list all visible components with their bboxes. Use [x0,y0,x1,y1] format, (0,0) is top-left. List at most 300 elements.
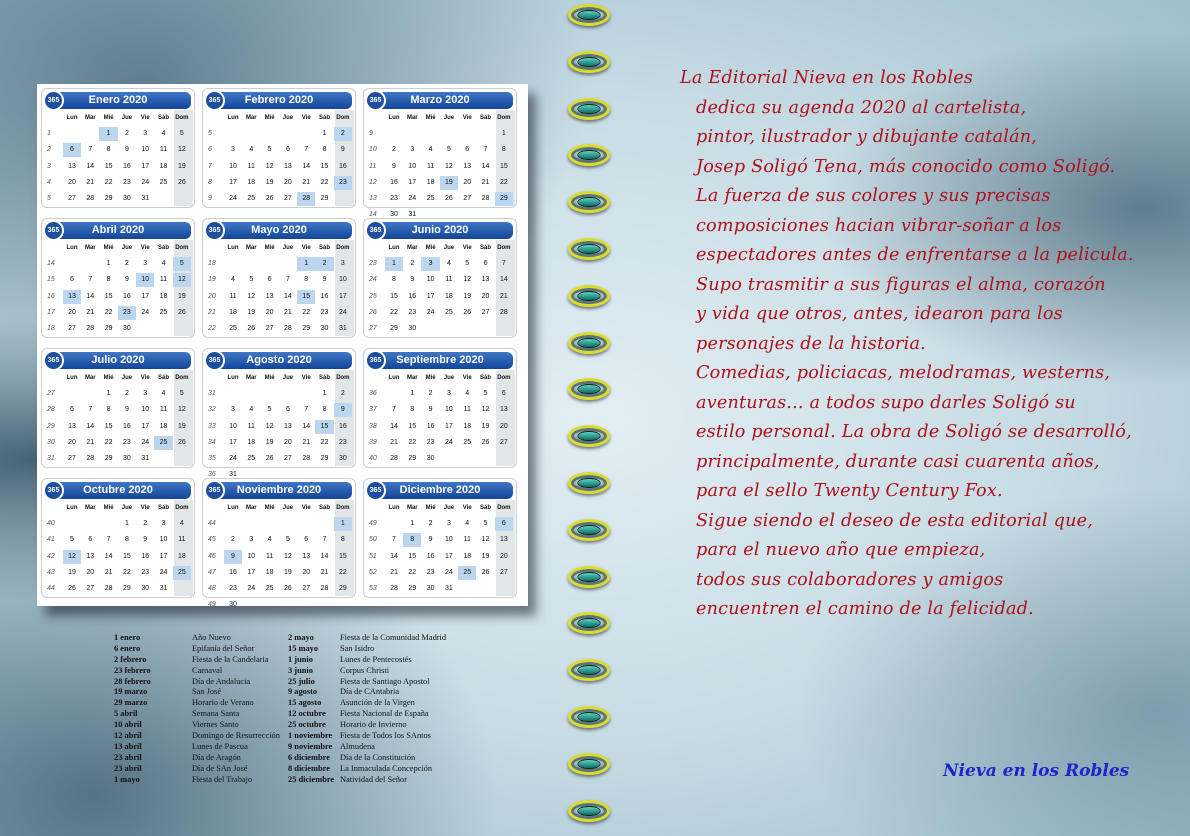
holiday-name: Día de Andalucia [192,676,251,686]
day-cell: 11 [178,536,186,544]
day-cell: 26 [481,568,490,576]
dedication-line: composiciones hacian vibrar-soñar a los [696,215,1062,236]
weekday-label: Mar [84,115,96,121]
day-cell: 13 [284,162,292,170]
day-cell: 5 [249,276,254,284]
day-cell [63,257,81,271]
dedication-line: estilo personal. La obra de Soligó se desarrolló, [696,422,1132,442]
weekday-label: Mar [84,505,96,511]
holiday-date: 9 agosto [288,687,318,697]
holiday-name: San Isidro [340,643,375,653]
day-cell: 14 [86,292,95,300]
day-cell: 16 [390,178,398,186]
day-cell: 29 [123,584,131,592]
day-cell: 23 [338,438,347,446]
day-cell: 20 [265,308,274,316]
day-cell [242,127,260,141]
month-grid [45,370,191,466]
week-header-blank [367,111,385,125]
day-cell: 18 [229,308,237,316]
day-cell [99,517,117,531]
week-number: 34 [208,438,216,446]
week-row [367,305,513,321]
day-cell [476,322,494,336]
week-header-blank [45,111,63,125]
day-cell: 14 [390,552,398,560]
day-cell: 29 [104,324,113,332]
day-cell: 22 [408,438,417,446]
day-cell: 25 [159,178,168,186]
holiday-date: 2 mayo [288,633,314,642]
holiday-date: 25 julio [288,676,315,686]
week-row [206,256,352,272]
week-header-blank [45,241,63,255]
week-row [206,386,352,402]
month-grid [45,240,191,336]
weekday-label: Mar [406,375,418,381]
weekday-label: Lun [388,505,400,511]
weekday-label: Sáb [319,375,331,381]
weekday-label: Jue [443,505,455,511]
weekday-label: Vie [140,115,150,121]
day-cell: 12 [177,406,186,414]
day-cell: 4 [161,260,166,268]
day-cell: 27 [265,324,274,332]
week-row [45,451,191,467]
week-header-blank [45,501,63,515]
day-cell: 28 [297,192,315,206]
weekday-label: Lun [66,505,78,511]
day-cell: 12 [265,162,274,170]
holiday-date: 15 mayo [288,643,319,653]
week-number: 42 [47,552,55,560]
day-cell: 1 [410,390,415,398]
week-row [206,549,352,565]
day-cell: 1 [99,127,117,141]
dedication-line: La Editorial Nieva en los Robles [680,68,974,88]
holiday-name: Corpus Christi [340,665,390,675]
week-number: 9 [369,130,373,138]
week-row [367,191,513,207]
week-row [45,435,191,451]
holiday-date: 1 enero [114,633,141,642]
weekday-header [206,500,352,516]
day-cell: 15 [338,552,347,560]
day-cell: 23 [229,584,237,592]
day-cell: 20 [68,178,76,186]
day-cell: 4 [267,536,272,544]
day-cell: 18 [247,438,256,446]
day-cell: 2 [124,390,129,398]
holiday-row [114,666,280,677]
day-cell: 9 [124,276,129,284]
holiday-name: Epifanía del Señor [192,643,255,653]
day-cell: 27 [284,454,292,462]
day-cell: 29 [390,324,398,332]
holiday-row [288,709,446,720]
holiday-name: Fiesta de Todos los SAntos [340,731,431,741]
week-number: 8 [208,178,212,186]
dedication-line: y vida que otros, antes, idearon para los [696,304,1063,324]
week-number: 44 [47,584,55,592]
day-cell: 23 [334,176,352,190]
weekday-label: Mar [84,375,96,381]
day-cell: 19 [463,292,472,300]
weekday-label: Lun [388,245,400,251]
week-number: 9 [208,194,212,202]
week-row [45,516,191,532]
day-cell: 24 [445,568,453,576]
week-row [367,126,513,142]
weekday-label: Vie [462,375,472,381]
day-cell: 20 [481,292,490,300]
day-cell: 15 [297,290,315,304]
month-card [202,88,356,208]
week-number: 35 [208,454,216,462]
weekday-label: Mar [245,115,257,121]
month-grid [206,370,352,479]
week-row [367,321,513,337]
holiday-name: Almudena [340,741,375,751]
weekday-label: Jue [443,245,455,251]
day-cell: 25 [265,584,274,592]
day-cell [260,387,278,401]
weekday-label: Mié [425,115,436,121]
day-cell: 22 [499,178,508,186]
weekday-label: Mar [245,375,257,381]
day-cell: 18 [463,552,472,560]
month-card [363,218,517,338]
day-cell: 15 [123,552,131,560]
weekday-label: Sáb [319,115,331,121]
day-cell: 25 [458,566,476,580]
week-number: 28 [47,406,55,414]
day-cell: 31 [141,454,150,462]
holiday-date: 19 marzo [114,687,148,697]
week-number: 53 [369,584,377,592]
day-cell: 19 [481,552,490,560]
day-cell: 18 [265,568,274,576]
week-row [367,289,513,305]
week-number: 1 [47,130,51,138]
day-cell: 31 [445,584,453,592]
week-number: 7 [208,162,212,170]
holiday-date: 12 octubre [288,709,326,719]
week-number: 40 [369,454,377,462]
day-cell: 16 [123,422,131,430]
week-number: 18 [47,324,55,332]
day-cell: 20 [68,308,76,316]
day-cell: 27 [499,568,508,576]
week-number: 48 [208,584,216,592]
day-cell [224,387,242,401]
week-row [45,289,191,305]
day-cell: 22 [320,438,329,446]
day-cell: 26 [265,454,274,462]
day-cell: 30 [338,454,347,462]
week-row [367,565,513,581]
weekday-header [367,370,513,386]
holiday-name: Semana Santa [192,709,240,719]
day-cell: 21 [499,292,508,300]
week-header-blank [206,501,224,515]
day-cell: 27 [284,194,292,202]
day-cell: 14 [86,162,95,170]
weekday-label: Jue [121,115,133,121]
spiral-ring-icon [568,238,610,260]
month-card [41,348,195,468]
dedication-line: La fuerza de sus colores y sus precisas [696,186,1051,206]
badge-365: 365 [204,480,225,501]
weekday-header [367,240,513,256]
weekday-label: Dom [175,245,189,251]
day-cell [173,452,191,466]
week-number: 33 [208,422,216,430]
weekday-label: Jue [121,375,133,381]
dedication-line: personajes de la historia. [696,333,926,354]
day-cell: 6 [285,406,290,414]
week-number: 47 [208,568,216,576]
week-number: 11 [369,162,377,170]
day-cell: 16 [338,162,347,170]
week-header-blank [367,371,385,385]
dedication-line: pintor, ilustrador y dibujante catalán, [696,127,1038,147]
day-cell: 1 [501,130,506,138]
day-cell: 6 [70,276,74,284]
month-title: Junio 2020 365 [367,222,513,239]
day-cell: 20 [68,438,76,446]
day-cell: 25 [445,308,453,316]
week-number: 24 [369,276,377,284]
day-cell: 14 [284,292,292,300]
holiday-name: Fiesta del Trabajo [192,774,253,784]
weekday-label: Mié [103,115,114,121]
day-cell: 10 [141,406,150,414]
day-cell: 20 [499,422,508,430]
day-cell: 27 [481,308,490,316]
day-cell: 9 [428,536,433,544]
day-cell: 25 [463,438,472,446]
day-cell [242,517,260,531]
day-cell: 16 [426,552,435,560]
day-cell: 23 [141,568,150,576]
day-cell [440,127,458,141]
weekday-label: Lun [388,375,400,381]
day-cell: 10 [247,552,256,560]
weekday-header [206,240,352,256]
day-cell: 4 [179,520,184,528]
day-cell: 1 [106,390,111,398]
day-cell: 10 [141,146,150,154]
day-cell [260,517,278,531]
day-cell: 18 [426,178,435,186]
dedication-line: espectadores antes de enfrentarse a la pelicula. [696,245,1134,265]
day-cell: 28 [481,194,490,202]
holiday-row [288,677,446,688]
day-cell: 12 [177,146,186,154]
holiday-list-right [288,633,446,785]
day-cell: 23 [426,568,435,576]
day-cell: 3 [249,536,254,544]
spiral-ring-icon [568,519,610,541]
day-cell [385,387,403,401]
day-cell: 13 [68,162,76,170]
holiday-date: 25 octubre [288,720,326,730]
holiday-row [114,709,280,720]
holiday-name: Lunes de Pascua [192,741,248,751]
weekday-label: Sáb [158,115,170,121]
day-cell: 29 [338,584,347,592]
spiral-ring-icon [568,332,610,354]
day-cell: 28 [302,454,311,462]
day-cell: 31 [159,584,168,592]
day-cell: 5 [285,536,290,544]
spiral-ring-icon [568,144,610,166]
week-number: 37 [369,406,377,414]
day-cell: 14 [320,552,329,560]
day-cell: 21 [390,438,398,446]
day-cell: 31 [408,211,417,219]
day-cell [297,517,315,531]
day-cell: 9 [224,550,242,564]
weekday-label: Mié [103,245,114,251]
day-cell: 19 [177,422,186,430]
day-cell: 8 [410,406,415,414]
week-number: 50 [369,536,377,544]
day-cell: 1 [297,257,315,271]
day-cell: 22 [320,178,329,186]
day-cell: 2 [428,520,433,528]
day-cell: 5 [483,390,488,398]
weekday-label: Vie [301,115,311,121]
weekday-label: Sáb [480,375,492,381]
day-cell [334,192,352,206]
spiral-ring-icon [568,566,610,588]
day-cell: 21 [320,568,329,576]
day-cell: 7 [392,536,396,544]
week-number: 49 [208,601,216,609]
holiday-row [114,731,280,742]
day-cell: 19 [265,178,274,186]
week-row [206,451,352,467]
day-cell: 4 [249,146,254,154]
week-number: 44 [208,520,216,528]
weekday-label: Mié [264,505,275,511]
day-cell: 21 [302,438,311,446]
day-cell: 11 [445,276,453,284]
day-cell: 11 [426,162,435,170]
month-title: Marzo 2020 365 [367,92,513,109]
day-cell: 16 [408,292,417,300]
week-number: 12 [369,178,377,186]
week-row [367,402,513,418]
week-number: 15 [47,276,55,284]
holiday-date: 15 agosto [288,698,322,708]
day-cell: 31 [141,194,150,202]
day-cell: 12 [247,292,256,300]
holiday-row [288,775,446,786]
holiday-name: La Inmaculada Concepción [340,763,433,773]
holiday-row [288,644,446,655]
weekday-label: Mié [425,375,436,381]
dedication-line: Sigue siendo el deseo de esta editorial que, [696,510,1094,531]
spiral-ring-icon [568,191,610,213]
badge-365: 365 [365,90,386,111]
day-cell: 22 [123,568,131,576]
week-header-blank [45,371,63,385]
weekday-label: Mié [425,245,436,251]
day-cell: 23 [123,178,131,186]
day-cell: 10 [229,422,237,430]
week-row [206,532,352,548]
weekday-label: Lun [227,505,239,511]
month-title: Diciembre 2020 365 [367,482,513,499]
week-number: 16 [47,292,55,300]
ring-hole [578,619,600,627]
day-cell: 30 [123,324,131,332]
week-row [206,419,352,435]
holiday-date: 12 abril [114,731,142,741]
weekday-label: Lun [227,245,239,251]
day-cell: 16 [229,568,237,576]
month-title: Octubre 2020 365 [45,482,191,499]
day-cell: 30 [408,324,417,332]
day-cell: 5 [446,146,451,154]
spiral-ring-icon [568,4,610,26]
day-cell: 19 [247,308,256,316]
day-cell: 29 [104,454,113,462]
day-cell: 29 [104,194,113,202]
day-cell: 11 [265,552,274,560]
week-row [45,175,191,191]
day-cell: 19 [68,568,76,576]
week-row [45,419,191,435]
month-card [41,218,195,338]
day-cell: 14 [104,552,113,560]
day-cell: 15 [390,292,398,300]
day-cell: 12 [173,273,191,287]
day-cell: 5 [465,260,470,268]
day-cell: 2 [143,520,148,528]
day-cell: 8 [392,276,396,284]
holiday-date: 3 junio [288,665,313,675]
day-cell [440,452,458,466]
spiral-ring-icon [568,285,610,307]
day-cell: 3 [421,257,439,271]
week-number: 40 [47,520,55,528]
day-cell: 25 [159,308,168,316]
day-cell: 5 [70,536,74,544]
dedication-line: encuentren el camino de la felicidad. [696,599,1034,619]
day-cell: 3 [143,130,148,138]
day-cell [81,387,99,401]
day-cell [385,517,403,531]
day-cell: 11 [463,536,471,544]
weekday-label: Vie [140,375,150,381]
week-row [45,532,191,548]
day-cell: 9 [143,536,148,544]
day-cell: 22 [104,178,113,186]
spiral-ring-icon [568,378,610,400]
weekday-label: Lun [66,375,78,381]
day-cell: 6 [495,517,513,531]
day-cell: 2 [392,146,396,154]
month-title: Agosto 2020 365 [206,352,352,369]
month-title: Abril 2020 365 [45,222,191,239]
week-row [206,305,352,321]
holiday-date: 1 junio [288,654,313,664]
day-cell: 17 [141,292,150,300]
